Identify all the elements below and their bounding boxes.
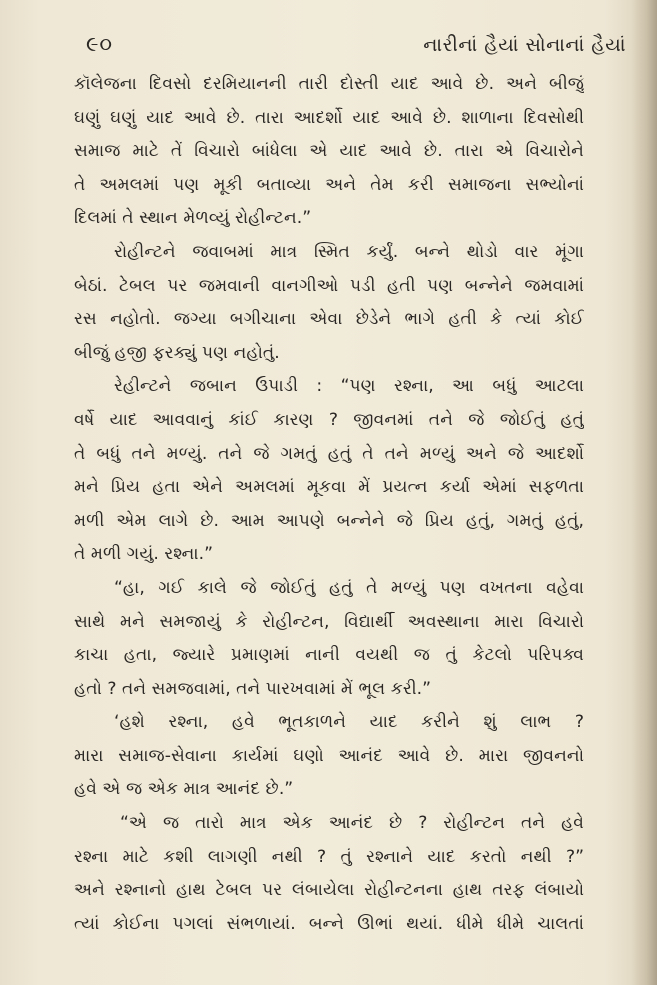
text-line: મને પ્રિય હતા એને અમલમાં મૂકવા મેં પ્રયત્ન કર્યા એમાં સફળતા bbox=[74, 477, 584, 498]
text-line: ઘણું ઘણું યાદ આવે છે. તારા આદર્શો યાદ આવે છે. શાળાના દિવસોથી bbox=[74, 107, 584, 128]
text-line: “એ જ તારો માત્ર એક આનંદ છે ? રોહીન્ટન તને હવે bbox=[120, 813, 584, 834]
text-line: અને રશ્નાનો હાથ ટેબલ પર લંબાયેલા રોહીન્ટનના હાથ તરફ લંબાયો bbox=[74, 880, 584, 901]
text-line: કાચા હતા, જ્યારે પ્રમાણમાં નાની વયથી જ તું કેટલો પરિપક્વ bbox=[74, 645, 584, 666]
running-title: નારીનાં હૈયાં સોનાનાં હૈયાં bbox=[423, 34, 626, 56]
text-line: હવે એ જ એક માત્ર આનંદ છે.” bbox=[74, 779, 294, 800]
text-line: બીજું હજી ફરક્યું પણ નહોતું. bbox=[74, 342, 280, 363]
spine-shadow bbox=[631, 0, 657, 985]
text-line: વર્ષે યાદ આવવાનું કાંઈ કારણ ? જીવનમાં તને જે જોઈતું હતું bbox=[74, 409, 584, 430]
text-line: મળી એમ લાગે છે. આમ આપણે બન્નેને જે પ્રિય હતું, ગમતું હતું, bbox=[74, 510, 584, 531]
text-line: રેહીન્ટને જબાન ઉપાડી : “પણ રશ્ના, આ બધું આટલા bbox=[114, 376, 584, 397]
text-line: કૉલેજના દિવસો દરમિયાનની તારી દોસ્તી યાદ આવે છે. અને બીજું bbox=[74, 74, 584, 94]
text-line: ‘હશે રશ્ના, હવે ભૂતકાળને યાદ કરીને શું લાભ ? bbox=[114, 712, 584, 733]
text-line: બેઠાં. ટેબલ પર જમવાની વાનગીઓ પડી હતી પણ બન્નેને જમવામાં bbox=[74, 275, 584, 296]
text-line: સમાજ માટે તેં વિચારો બાંધેલા એ યાદ આવે છે. તારા એ વિચારોને bbox=[74, 141, 584, 162]
text-line: “હા, ગઈ કાલે જે જોઈતું હતું તે મળ્યું પણ વખતના વહેવા bbox=[114, 577, 584, 598]
page-header bbox=[86, 28, 626, 68]
page-number: ૯૦ bbox=[86, 32, 114, 56]
text-line: સાથે મને સમજાયું કે રોહીન્ટન, વિદ્યાર્થી અવસ્થાના મારા વિચારો bbox=[74, 611, 584, 632]
body-text bbox=[74, 68, 584, 941]
text-line: રશ્ના માટે કશી લાગણી નથી ? તું રશ્નાને યાદ કરતો નથી ?” bbox=[74, 846, 584, 867]
text-line: તે બધું તને મળ્યું. તને જે ગમતું હતું તે તને મળ્યું અને જે આદર્શો bbox=[74, 443, 584, 464]
text-line: મારા સમાજ-સેવાના કાર્યમાં ઘણો આનંદ આવે છે. મારા જીવનનો bbox=[74, 745, 584, 766]
text-line: રસ નહોતો. જગ્યા બગીચાના એવા છેડેને ભાગે હતી કે ત્યાં કોઈ bbox=[74, 309, 584, 330]
text-line: ત્યાં કોઈના પગલાં સંભળાયાં. બન્ને ઊભાં થયાં. ધીમે ધીમે ચાલતાં bbox=[74, 913, 584, 934]
text-line: દિલમાં તે સ્થાન મેળવ્યું રોહીન્ટન.” bbox=[74, 208, 312, 229]
text-line: તે અમલમાં પણ મૂકી બતાવ્યા અને તેમ કરી સમાજના સભ્યોનાં bbox=[74, 174, 584, 195]
text-line: રોહીન્ટને જવાબમાં માત્ર સ્મિત કર્યું. બન્ને થોડો વાર મૂંગા bbox=[114, 241, 584, 262]
text-line: તે મળી ગયું. રશ્ના.” bbox=[74, 544, 213, 565]
text-line: હતો ? તને સમજવામાં, તને પારખવામાં મેં ભૂલ કરી.” bbox=[74, 678, 432, 699]
